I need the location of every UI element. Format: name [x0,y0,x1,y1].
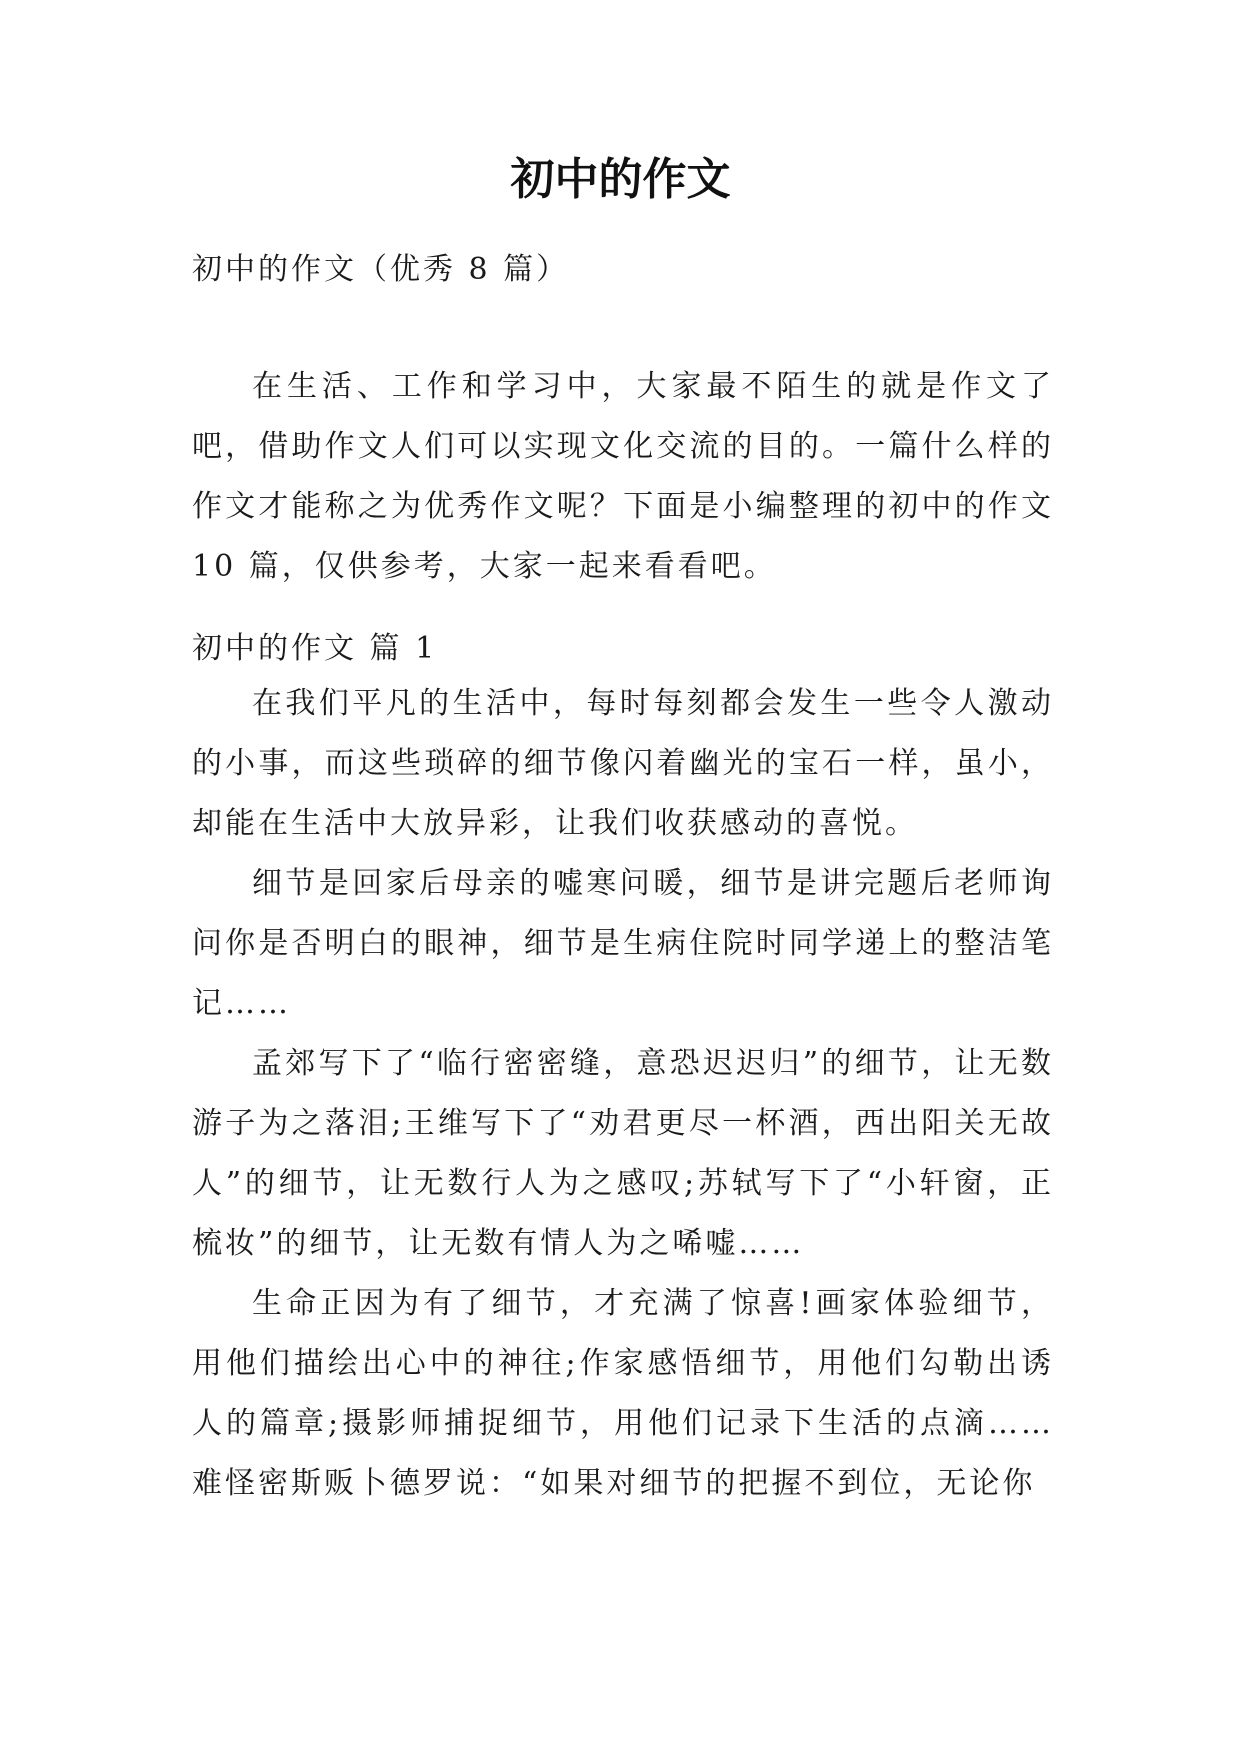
essay-paragraph-3: 孟郊写下了“临行密密缝，意恐迟迟归”的细节，让无数游子为之落泪;王维写下了“劝君更尽一杯酒，西出阳关无故人”的细节，让无数行人为之感叹;苏轼写下了“小轩窗，正梳妆”的细节，让无数有情人为之唏嘘…… [192,1046,1054,1261]
intro-paragraph: 在生活、工作和学习中，大家最不陌生的就是作文了吧，借助作文人们可以实现文化交流的目的。一篇什么样的作文才能称之为优秀作文呢？下面是小编整理的初中的作文 10 篇，仅供参考，大家一起来看看吧。 [192,369,1054,584]
document-subtitle: 初中的作文（优秀 8 篇） [192,252,570,287]
intro-block [192,357,1054,597]
essay-paragraph-1: 在我们平凡的生活中，每时每刻都会发生一些令人激动的小事，而这些琐碎的细节像闪着幽光的宝石一样，虽小，却能在生活中大放异彩，让我们收获感动的喜悦。 [192,686,1054,841]
section-heading: 初中的作文 篇 1 [192,631,438,666]
essay-body [192,674,1054,1514]
document-title: 初中的作文 [510,154,731,205]
essay-paragraph-2: 细节是回家后母亲的嘘寒问暖，细节是讲完题后老师询问你是否明白的眼神，细节是生病住院时同学递上的整洁笔记…… [192,866,1054,1021]
essay-paragraph-4: 生命正因为有了细节，才充满了惊喜!画家体验细节，用他们描绘出心中的神往;作家感悟细节，用他们勾勒出诱人的篇章;摄影师捕捉细节，用他们记录下生活的点滴……难怪密斯贩卜德罗说：“如果对细节的把握不到位，无论你 [192,1286,1054,1501]
